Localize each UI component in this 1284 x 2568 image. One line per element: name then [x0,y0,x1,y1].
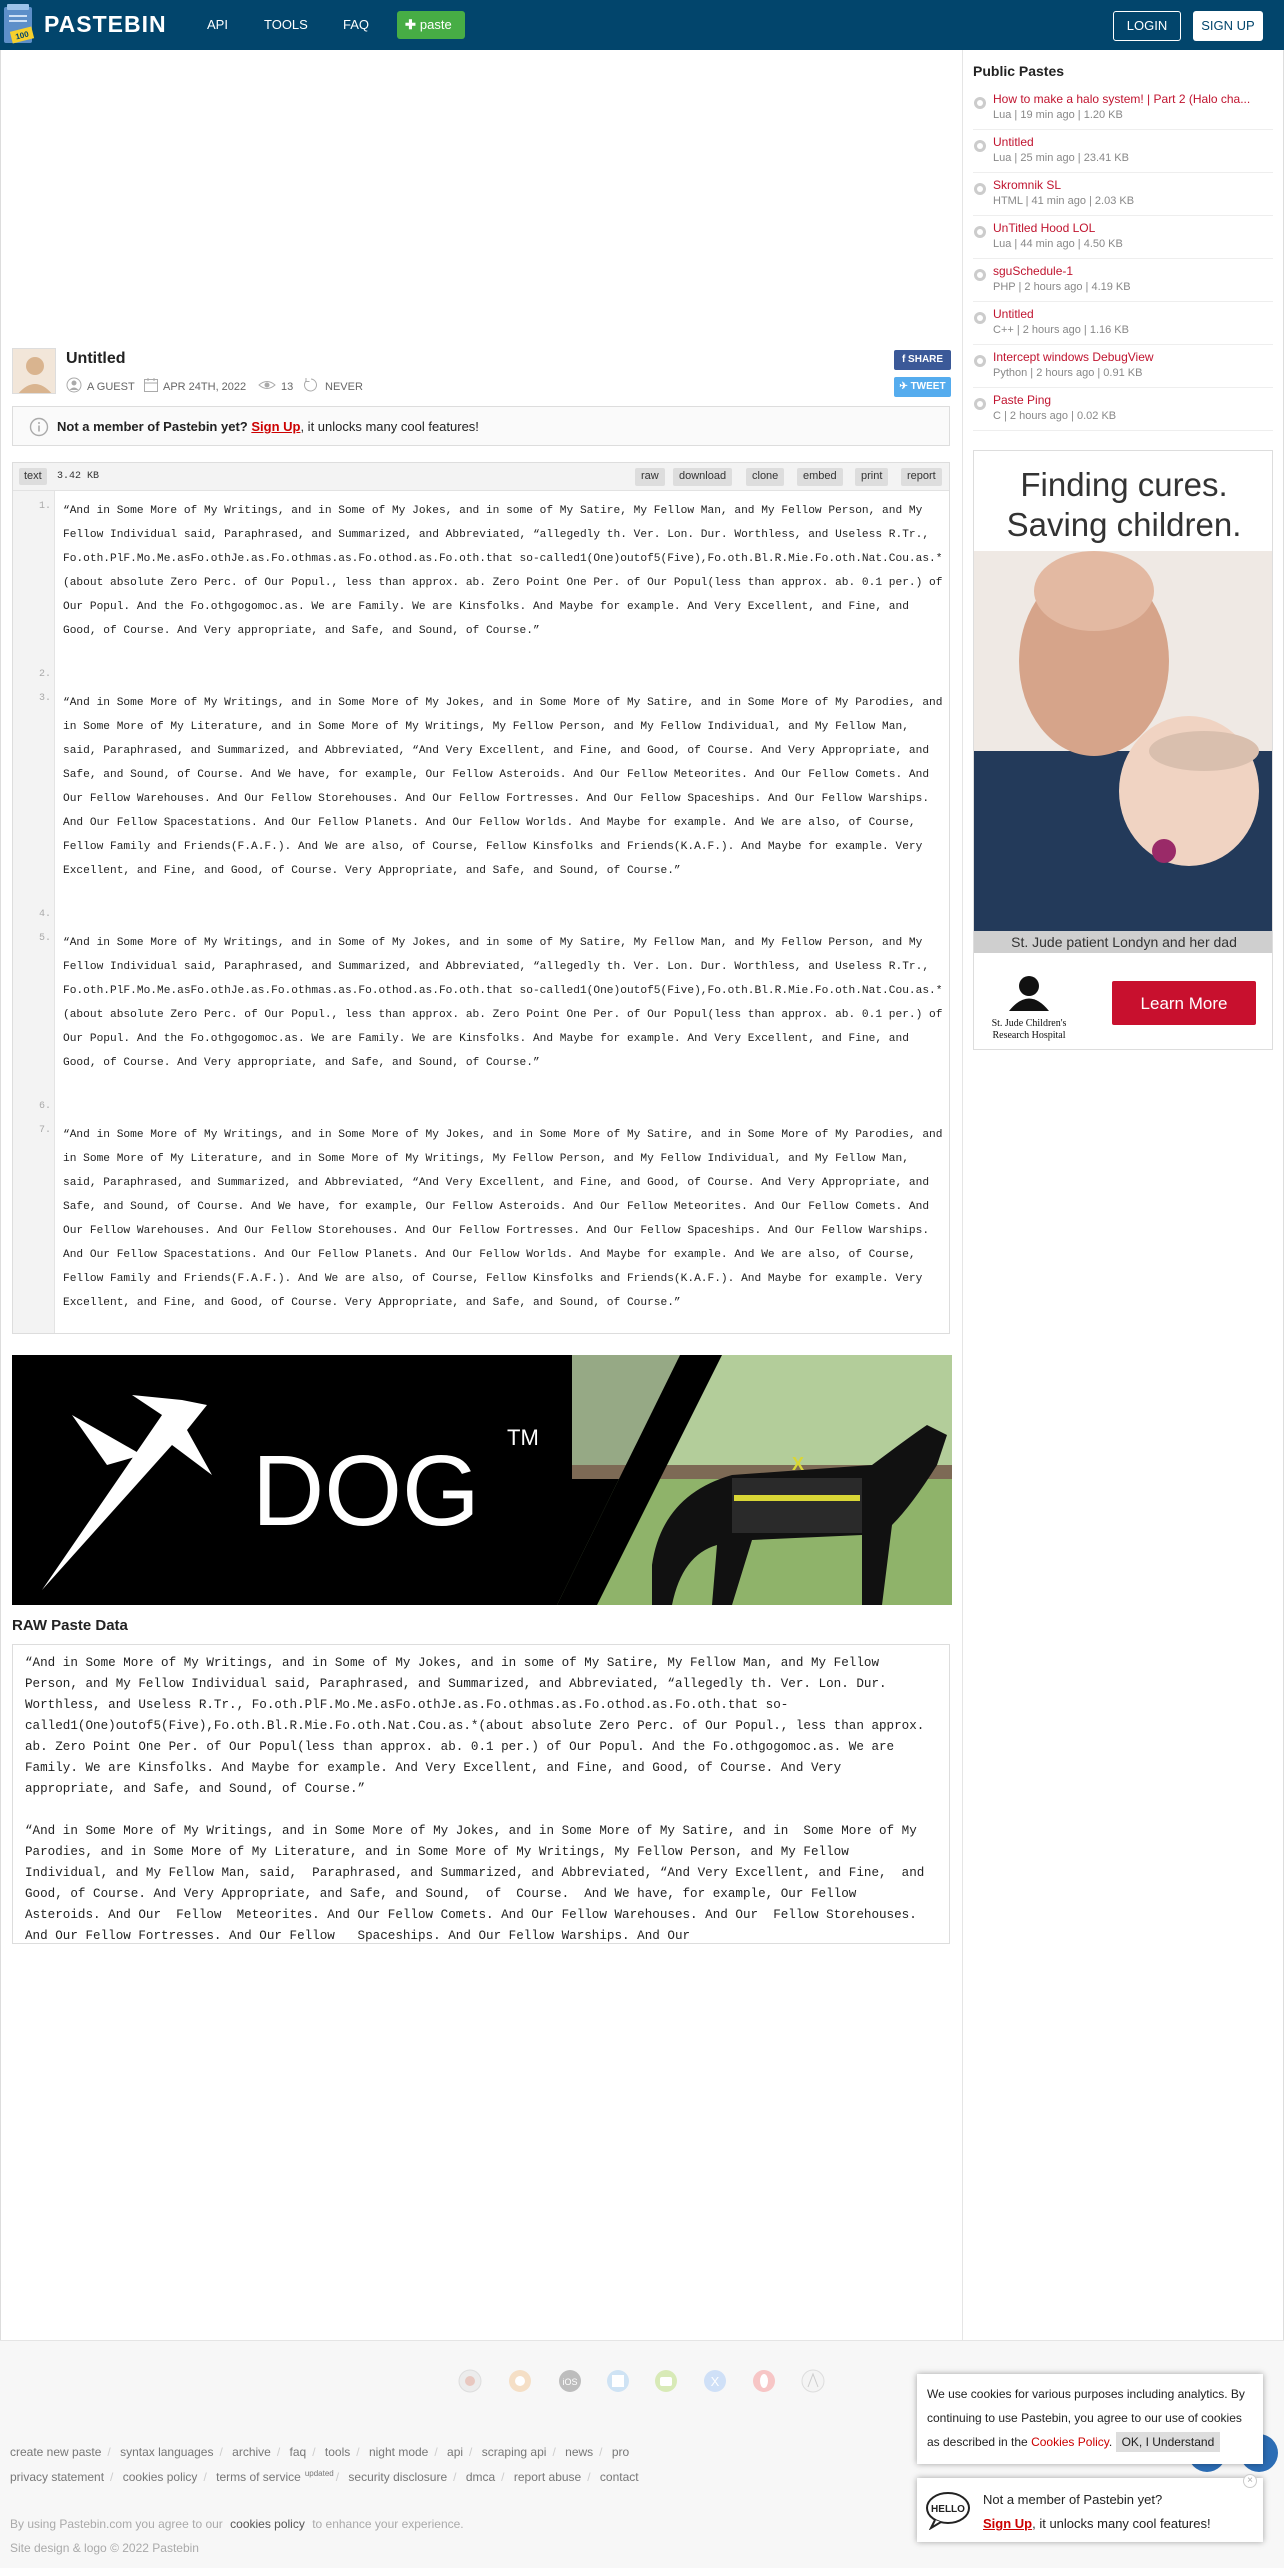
cookie-banner: We use cookies for various purposes including analytics. By continuing to use Pastebin, you agree to our use of cookies as described in the Cookies Policy. OK, I Understand [917,2374,1263,2464]
public-paste-title[interactable]: sguSchedule-1 [993,264,1074,278]
xdog-tm-text: TM [507,1425,539,1450]
stjude-org-1: St. Jude Children's [991,1018,1067,1029]
public-pastes-heading: Public Pastes [973,63,1065,79]
column-divider [962,50,963,2340]
nav-api[interactable]: API [207,17,228,32]
public-paste-meta: Lua | 44 min ago | 4.50 KB [993,238,1123,250]
hello-bubble-icon [925,2490,971,2530]
public-paste-title[interactable]: Untitled [993,307,1034,321]
tweet-label: TWEET [910,381,946,392]
footer-link[interactable]: news [565,2445,594,2459]
expire-icon [303,377,319,398]
footer-link[interactable]: security disclosure [348,2470,448,2484]
svg-text:100: 100 [14,29,30,42]
stjude-learn-more: Learn More [1140,994,1228,1013]
line-number: 3. [38,693,51,704]
line-number: 7. [38,1125,51,1136]
popup-rest: , it unlocks many cool features! [1032,2516,1211,2531]
footer-link[interactable]: faq [289,2445,307,2459]
public-paste-title[interactable]: Paste Ping [993,393,1052,407]
paste-title: Untitled [66,350,126,367]
public-paste-item[interactable] [973,305,1273,345]
top-header [0,0,1284,50]
pastebin-logo-icon[interactable] [2,3,36,47]
public-paste-meta: HTML | 41 min ago | 2.03 KB [993,195,1135,207]
public-paste-item[interactable] [973,90,1273,130]
paste-size: 3.42 KB [57,471,100,482]
paste-date: APR 24TH, 2022 [163,381,247,393]
notice-rest: , it unlocks many cool features! [300,419,479,434]
public-paste-meta: C++ | 2 hours ago | 1.16 KB [993,324,1129,336]
print-button[interactable]: print [855,468,888,486]
notice-text [57,419,479,434]
plus-icon: ✚ [405,17,416,32]
public-paste-meta: Python | 2 hours ago | 0.91 KB [993,367,1143,379]
raw-paste-heading: RAW Paste Data [12,1617,128,1634]
public-paste-meta: Lua | 19 min ago | 1.20 KB [993,109,1123,121]
footer-link[interactable]: scraping api [481,2445,547,2459]
footer-links-row-2: privacy statement / cookies policy / terms of service $^{updated}$ / security disclosure / dmca / report abuse / contact [10,2469,639,2484]
public-paste-title[interactable]: Intercept windows DebugView [993,350,1154,364]
globe-icon [973,96,987,115]
footer-link[interactable]: tools [324,2445,351,2459]
footer-link[interactable]: terms of service [216,2470,301,2484]
download-button[interactable]: download [673,468,732,486]
public-paste-item[interactable] [973,133,1273,173]
clone-button[interactable]: clone [746,468,784,486]
raw-button[interactable]: raw [635,468,665,486]
login-button[interactable]: LOGIN [1113,11,1181,41]
public-paste-item[interactable] [973,219,1273,259]
footer-link[interactable]: night mode [368,2445,429,2459]
stjude-headline-2: Saving children. [1006,506,1242,543]
public-paste-title[interactable]: Untitled [993,135,1034,149]
footer-link[interactable]: privacy statement [10,2470,105,2484]
share-label: SHARE [908,354,944,365]
footer-link[interactable]: contact [599,2470,639,2484]
xdog-brand-text: DOG [252,1435,480,1547]
calendar-icon [143,377,159,398]
public-paste-title[interactable]: How to make a halo system! | Part 2 (Halo cha... [993,92,1251,106]
footer-link[interactable]: archive [232,2445,271,2459]
popup-line-1: Not a member of Pastebin yet? [983,2492,1163,2507]
globe-icon [973,139,987,158]
cookie-ok-button[interactable]: OK, I Understand [1116,2432,1221,2452]
code-line [63,907,943,931]
info-icon [29,417,49,442]
svg-text:iOS: iOS [562,2377,578,2387]
public-paste-title[interactable]: Skromnik SL [993,178,1062,192]
public-paste-meta: PHP | 2 hours ago | 4.19 KB [993,281,1131,293]
popup-signup-link[interactable]: Sign Up [983,2516,1033,2531]
member-notice [12,406,950,446]
svg-text:X: X [710,2374,720,2389]
notice-signup-link[interactable]: Sign Up [251,419,301,434]
globe-icon [973,354,987,373]
nav-faq[interactable]: FAQ [343,17,370,32]
footer-link[interactable]: pro [611,2445,630,2459]
code-line: “And in Some More of My Writings, and in Some More of My Jokes, and in Some More of My Satire, and in Some More of My Parodies, and in Some More of My Literature, and in Some More of My Writings, My Fellow Person, and My Fellow Individual, and My Fellow Man, said, Paraphrased, and Summarized, and Abbreviated, “And Very Excellent, and Fine, and Good, of Course. And Very Appropriate, and Safe, and Sound, of Course. And We have, for example, Our Fellow Asteroids. And Our Fellow Meteorites. And Our Fellow Comets. And Our Fellow Warehouses. And Our Fellow Storehouses. And Our Fellow Fortresses. And Our Fellow Spaceships. And Our Fellow Warships. And Our Fellow Spacestations. And Our Fellow Planets. And Our Fellow Worlds. And Maybe for example. And We are also, of Course, Fellow Family and Friends(F.A.F.). And We are also, of Course, Fellow Kinsfolks and Friends(K.A.F.). And Maybe for example. Very Excellent, and Fine, and Good, of Course. Very Appropriate, and Safe, and Sound, of Course.” [63,697,943,877]
code-line [63,667,943,691]
code-line: “And in Some More of My Writings, and in Some of My Jokes, and in some of My Satire, My Fellow Man, and My Fellow Person, and My Fellow Individual said, Paraphrased, and Summarized, and Abbreviated, “allegedly th. Ver. Lon. Dur. Worthless, and Useless R.Tr., Fo.oth.PlF.Mo.Me.asFo.othJe.as.Fo.othmas.as.Fo.othod.as.Fo.oth.that so-called1(One)outof5(Five),Fo.oth.Bl.R.Mie.Fo.oth.Nat.Cou.as.*(about absolute Zero Perc. of Our Popul., less than approx. ab. Zero Point One Per. of Our Popul(less than approx. ab. 0.1 per.) of Our Popul. And the Fo.othgogomoc.as. We are Family. We are Kinsfolks. And Maybe for example. And Very Excellent, and Fine, and Good, of Course. And Very appropriate, and Safe, and Sound, of Course.” [63,505,943,637]
new-paste-label: paste [419,17,452,32]
stjude-caption: St. Jude patient Londyn and her dad [1011,934,1237,950]
line-number: 1. [38,501,51,512]
paste-views: 13 [281,381,294,393]
footer-link[interactable]: report abuse [513,2470,582,2484]
stjude-org-2: Research Hospital [992,1030,1066,1041]
tos-updated-badge: updated [304,2469,334,2478]
eye-icon [258,377,276,398]
footer-link[interactable]: api [447,2445,464,2459]
logo-text[interactable]: PASTEBIN [44,11,167,37]
line-number-gutter [13,491,55,1333]
svg-text:X: X [792,1454,805,1474]
public-paste-item[interactable] [973,348,1273,388]
signup-button[interactable]: SIGN UP [1193,11,1263,41]
cookie-text: We use cookies for various purposes including analytics. By continuing to use Pastebin, you agree to our use of cookies as described in the [927,2387,1245,2449]
paste-author[interactable]: A GUEST [87,381,135,393]
paste-code-box [12,462,950,1334]
globe-icon [973,268,987,287]
footer-links-row-1: create new paste / syntax languages / archive / faq / tools / night mode / api / scraping api / news / pro [10,2445,630,2459]
twitter-icon: ✈ [899,381,911,392]
new-paste-button[interactable] [397,11,465,39]
browser-icons [458,2369,828,2402]
popup-line-2 [983,2516,1211,2531]
public-paste-meta: C | 2 hours ago | 0.02 KB [993,410,1117,422]
notice-bold: Not a member of Pastebin yet? [57,419,248,434]
code-line [63,1099,943,1123]
tweet-button[interactable] [894,377,951,397]
raw-paste-text: “And in Some More of My Writings, and in Some of My Jokes, and in some of My Satire, My Fellow Man, and My Fellow Person, and My Fellow Individual said, Paraphrased, and Summarized, and Abbreviated, “allegedly th. Ver. Lon. Dur. Worthless, and Useless R.Tr., Fo.oth.PlF.Mo.Me.asFo.othJe.as.Fo.othmas.as.Fo.othod.as.Fo.oth.that so-called1(One)outof5(Five),Fo.oth.Bl.R.Mie.Fo.oth.Nat.Cou.as.*(about absolute Zero Perc. of Our Popul., less than approx. ab. Zero Point One Per. of Our Popul(less than approx. ab. 0.1 per.) of Our Popul. And the Fo.othgogomoc.as. We are Family. We are Kinsfolks. And Maybe for example. And Very Excellent, and Fine, and Good, of Course. And Very appropriate, and Safe, and Sound, of Course.” “And in Some More of My Writings, and in Some More of My Jokes, and in Some More of My Satire, and in Some More of My Parodies, and in Some More of My Literature, and in Some More of My Writings, My Fellow Person, and My Fellow Individual, and My Fellow Man, said, Paraphrased, and Summarized, and Abbreviated, “And Very Excellent, and Fine, and Good, of Course. And Very Appropriate, and Safe, and Sound, of Course. And We have, for example, Our Fellow Asteroids. And Our Fellow Meteorites. And Our Fellow Comets. And Our Fellow Warehouses. And Our Fellow Storehouses. And Our Fellow Fortresses. And Our Fellow Spaceships. And Our Fellow Warships. And Our [25,1656,925,1943]
line-number: 2. [38,669,51,680]
facebook-icon: f [901,354,909,365]
close-icon[interactable]: × [1243,2474,1257,2488]
public-paste-meta: Lua | 25 min ago | 23.41 KB [993,152,1129,164]
stjude-ad[interactable] [973,450,1273,1050]
stjude-headline-1: Finding cures. [1020,466,1228,503]
globe-icon [973,397,987,416]
embed-button[interactable]: embed [797,468,843,486]
public-paste-item[interactable] [973,391,1273,431]
nav-tools[interactable]: TOOLS [264,17,308,32]
line-number: 6. [38,1101,51,1112]
cookies-policy-link[interactable]: cookies policy [230,2517,305,2531]
raw-paste-textarea[interactable] [12,1644,950,1944]
svg-text:HELLO: HELLO [931,2504,965,2515]
code-line: “And in Some More of My Writings, and in Some of My Jokes, and in some of My Satire, My Fellow Man, and My Fellow Person, and My Fellow Individual said, Paraphrased, and Summarized, and Abbreviated, “allegedly th. Ver. Lon. Dur. Worthless, and Useless R.Tr., Fo.oth.PlF.Mo.Me.asFo.othJe.as.Fo.othmas.as.Fo.othod.as.Fo.oth.that so-called1(One)outof5(Five),Fo.oth.Bl.R.Mie.Fo.oth.Nat.Cou.as.*(about absolute Zero Perc. of Our Popul., less than approx. ab. Zero Point One Per. of Our Popul(less than approx. ab. 0.1 per.) of Our Popul. And the Fo.othgogomoc.as. We are Family. We are Kinsfolks. And Maybe for example. And Very Excellent, and Fine, and Good, of Course. And Very appropriate, and Safe, and Sound, of Course.” [63,937,943,1069]
code-line: “And in Some More of My Writings, and in Some More of My Jokes, and in Some More of My Satire, and in Some More of My Parodies, and in Some More of My Literature, and in Some More of My Writings, My Fellow Person, and My Fellow Individual, and My Fellow Man, said, Paraphrased, and Summarized, and Abbreviated, “And Very Excellent, and Fine, and Good, of Course. And Very Appropriate, and Safe, and Sound, of Course. And We have, for example, Our Fellow Asteroids. And Our Fellow Meteorites. And Our Fellow Comets. And Our Fellow Warehouses. And Our Fellow Storehouses. And Our Fellow Fortresses. And Our Fellow Spaceships. And Our Fellow Warships. And Our Fellow Spacestations. And Our Fellow Planets. And Our Fellow Worlds. And Maybe for example. And We are also, of Course, Fellow Family and Friends(F.A.F.). And We are also, of Course, Fellow Kinsfolks and Friends(K.A.F.). And Maybe for example. Very Excellent, and Fine, and Good, of Course. Very Appropriate, and Safe, and Sound, of Course.” [63,1129,943,1309]
footer-link[interactable]: create new paste [10,2445,102,2459]
footer-agreement [10,2517,468,2531]
code-content [63,499,943,1339]
cookies-policy-link[interactable]: Cookies Policy [1031,2435,1109,2449]
public-paste-item[interactable] [973,262,1273,302]
user-icon [66,377,82,398]
globe-icon [973,225,987,244]
paste-expires: NEVER [325,381,363,393]
footer-link[interactable]: syntax languages [120,2445,214,2459]
line-number: 4. [38,909,51,920]
agreement-text-end: to enhance your experience. [312,2517,464,2531]
signup-popup [917,2475,1263,2542]
footer-link[interactable]: dmca [465,2470,496,2484]
xdog-ad-banner[interactable] [12,1355,952,1605]
syntax-tag[interactable]: text [19,468,47,485]
globe-icon [973,311,987,330]
facebook-share-button[interactable] [894,350,951,370]
footer-copyright: Site design & logo © 2022 Pastebin [10,2541,199,2555]
globe-icon [973,182,987,201]
footer-link[interactable]: cookies policy [122,2470,198,2484]
public-paste-title[interactable]: UnTitled Hood LOL [993,221,1096,235]
line-number: 5. [38,933,51,944]
agreement-text: By using Pastebin.com you agree to our [10,2517,223,2531]
public-paste-item[interactable] [973,176,1273,216]
report-button[interactable]: report [901,468,942,486]
code-toolbar [13,463,949,491]
guest-avatar [12,348,56,394]
